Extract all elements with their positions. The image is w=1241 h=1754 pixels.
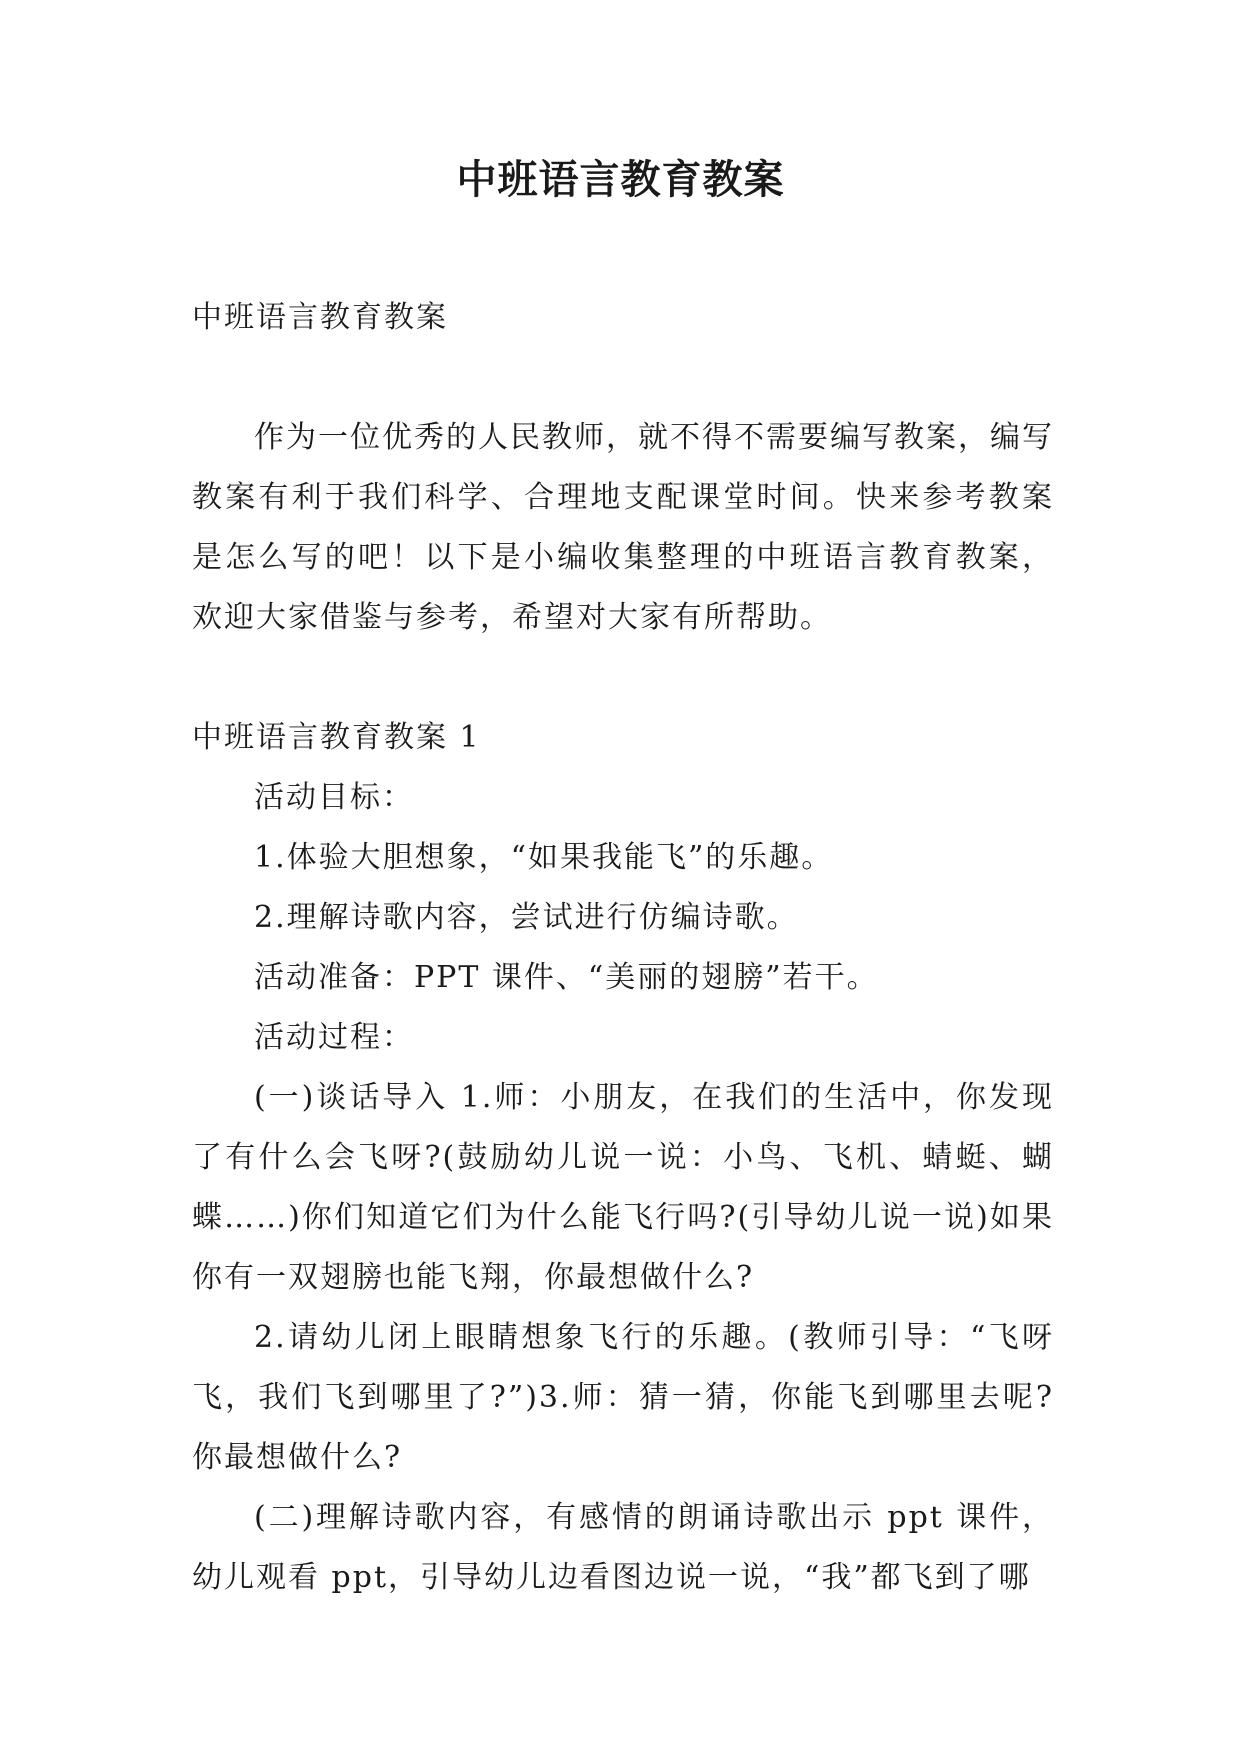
paragraph-goal-2: 2.理解诗歌内容，尝试进行仿编诗歌。	[254, 900, 799, 935]
paragraph-step-2: 2.请幼儿闭上眼睛想象飞行的乐趣。(教师引导：“飞呀飞，我们飞到哪里了?”)3.师：猜一猜，你能飞到哪里去呢?你最想做什么?	[192, 1320, 1054, 1475]
document-title: 中班语言教育教案	[456, 156, 785, 203]
paragraph-process-heading: 活动过程：	[254, 1020, 414, 1055]
document-subtitle: 中班语言教育教案	[192, 300, 448, 335]
paragraph-step-3: (二)理解诗歌内容，有感情的朗诵诗歌出示 ppt 课件，幼儿观看 ppt，引导幼儿边看图边说一说，“我”都飞到了哪	[192, 1500, 1054, 1595]
paragraph-goal-1: 1.体验大胆想象，“如果我能飞”的乐趣。	[254, 840, 834, 875]
intro-paragraph: 作为一位优秀的人民教师，就不得不需要编写教案，编写教案有利于我们科学、合理地支配课堂时间。快来参考教案是怎么写的吧！以下是小编收集整理的中班语言教育教案，欢迎大家借鉴与参考，希望对大家有所帮助。	[192, 420, 1054, 635]
section-heading: 中班语言教育教案 1	[192, 720, 481, 755]
paragraph-preparation: 活动准备：PPT 课件、“美丽的翅膀”若干。	[254, 960, 879, 995]
paragraph-goal-heading: 活动目标：	[254, 780, 414, 815]
paragraph-step-1: (一)谈话导入 1.师：小朋友，在我们的生活中，你发现了有什么会飞呀?(鼓励幼儿说一说：小鸟、飞机、蜻蜓、蝴蝶……)你们知道它们为什么能飞行吗?(引导幼儿说一说)如果你有一双翅膀也能飞翔，你最想做什么?	[192, 1080, 1054, 1295]
document-body	[192, 288, 1054, 1608]
